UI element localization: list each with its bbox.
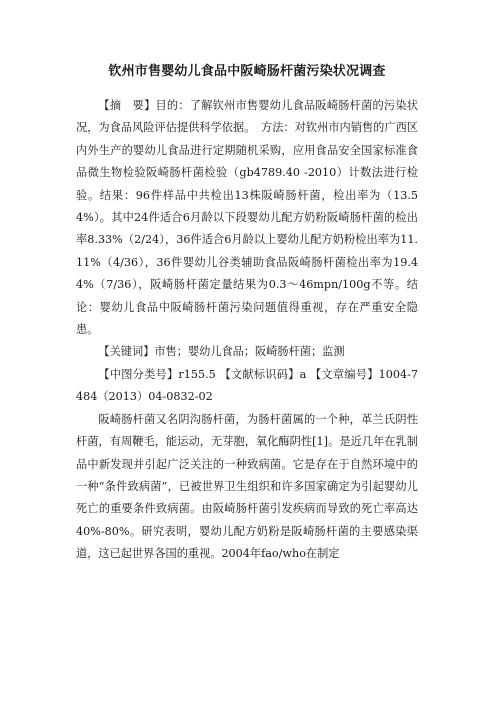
document-title: 钦州市售婴幼儿食品中阪崎肠杆菌污染状况调查 [108, 64, 386, 79]
body-paragraph: 阪崎肠杆菌又名阴沟肠杆菌，为肠杆菌属的一个种，革兰氏阴性杆菌，有周鞭毛，能运动，无芽胞，氧化酶阴性[1]。是近几年在乳制品中新发现并引起广泛关注的一种致病菌。它是存在于自然环境中的一种“条件致病菌”，已被世界卫生组织和许多国家确定为引起婴幼儿死亡的重要条件致病菌。由阪崎肠杆菌引发疾病而导致的死亡率高达40%-80%。研究表明，婴幼儿配方奶粉是阪崎肠杆菌的主要感染渠道，这已起世界各国的重视。2004年fao/who在制定 [76, 412, 418, 561]
abstract-paragraph: 【摘 要】目的：了解钦州市售婴幼儿食品阪崎肠杆菌的污染状况，为食品风险评估提供科学依据。 方法：对钦州市内销售的广西区内外生产的婴幼儿食品进行定期随机采购，应用食品安全国家标准食品微生物检验阪崎肠杆菌检验（gb4789.40 -2010）计数法进行检验。结果：96件样品中共检出13株阪崎肠杆菌，检出率为（13.54%）。其中24件适合6月龄以下段婴幼儿配方奶粉阪崎肠杆菌的检出率8.33%（2/24），36件适合6月龄以上婴幼儿配方奶粉检出率为11.11%（4/36），36件婴幼儿谷类辅助食品阪崎肠杆菌检出率为19.44%（7/36），阪崎肠杆菌定量结果为0.3～46mpn/100g不等。结论：婴幼儿食品中阪崎肠杆菌污染问题值得重视，存在严重安全隐患。 [76, 99, 418, 337]
classification-paragraph: 【中图分类号】r155.5 【文献标识码】a 【文章编号】1004-7484（2013）04-0832-02 [76, 367, 418, 404]
document-body [76, 61, 418, 566]
keywords-paragraph: 【关键词】市售；婴幼儿食品；阪崎肠杆菌；监测 [98, 345, 345, 359]
